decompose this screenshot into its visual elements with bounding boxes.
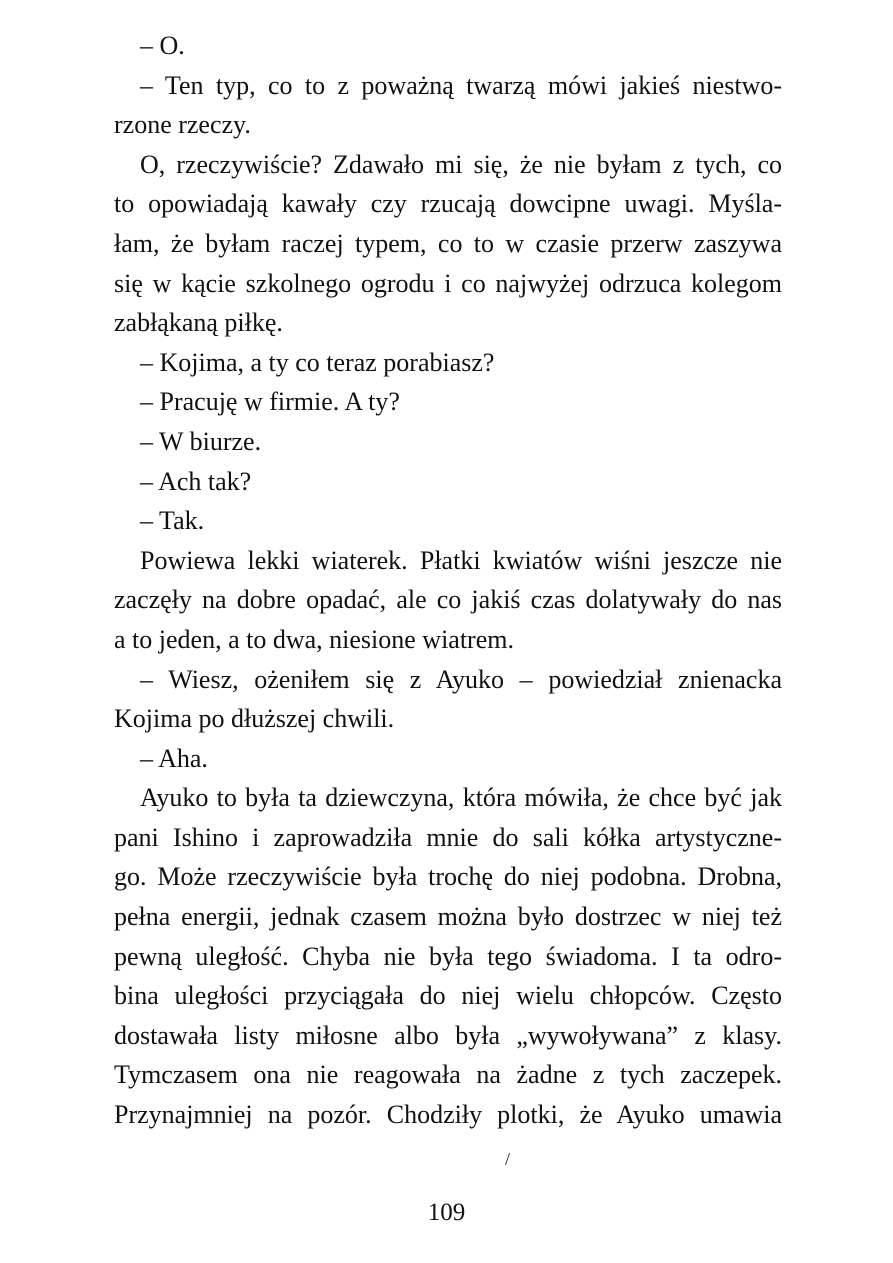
text-line: Kojima po dłuższej chwili.: [114, 704, 395, 734]
text-line: – Ten typ, co to z poważną twarzą mówi jakieś niestwo-: [140, 70, 782, 100]
text-line: – Aha.: [140, 743, 208, 773]
text-line: dostawała listy miłosne albo była „wywoływana” z klasy.: [114, 1020, 782, 1050]
text-line: – O.: [140, 31, 185, 60]
text-line: Powiewa lekki wiaterek. Płatki kwiatów wiśni jeszcze nie: [140, 545, 782, 575]
text-line: Tymczasem ona nie reagowała na żadne z tych zaczepek.: [114, 1060, 782, 1090]
text-line: – W biurze.: [140, 426, 262, 456]
text-line: bina uległości przyciągała do niej wielu chłopców. Często: [114, 981, 782, 1011]
text-line: Przynajmniej na pozór. Chodziły plotki, że Ayuko umawia: [114, 1100, 782, 1130]
text-line: – Ach tak?: [140, 466, 252, 496]
text-line: – Kojima, a ty co teraz porabiasz?: [140, 347, 495, 377]
text-line: pani Ishino i zaprowadziła mnie do sali kółka artystyczne-: [114, 822, 782, 852]
text-line: pewną uległość. Chyba nie była tego świadoma. I ta odro-: [114, 941, 782, 971]
stray-mark: /: [505, 1149, 511, 1169]
page-number: 109: [427, 1199, 466, 1226]
body-text: [114, 26, 782, 1135]
text-line: – Pracuję w firmie. A ty?: [140, 387, 400, 417]
text-line: zabłąkaną piłkę.: [114, 308, 283, 338]
text-line: pełna energii, jednak czasem można było dostrzec w niej też: [114, 902, 782, 932]
text-line: a to jeden, a to dwa, niesione wiatrem.: [114, 624, 514, 654]
text-line: go. Może rzeczywiście była trochę do niej podobna. Drobna,: [114, 862, 782, 892]
text-line: to opowiadają kawały czy rzucają dowcipne uwagi. Myśla-: [114, 189, 782, 219]
text-line: – Tak.: [140, 506, 205, 536]
text-line: O, rzeczywiście? Zdawało mi się, że nie byłam z tych, co: [140, 149, 782, 179]
text-line: zaczęły na dobre opadać, ale co jakiś czas dolatywały do nas: [114, 585, 782, 615]
text-line: się w kącie szkolnego ogrodu i co najwyżej odrzuca kolegom: [114, 268, 782, 298]
text-line: łam, że byłam raczej typem, co to w czasie przerw zaszywa: [114, 228, 782, 258]
text-line: – Wiesz, ożeniłem się z Ayuko – powiedział znienacka: [140, 664, 782, 694]
text-line: rzone rzeczy.: [114, 110, 251, 140]
text-line: Ayuko to była ta dziewczyna, która mówiła, że chce być jak: [140, 783, 782, 813]
